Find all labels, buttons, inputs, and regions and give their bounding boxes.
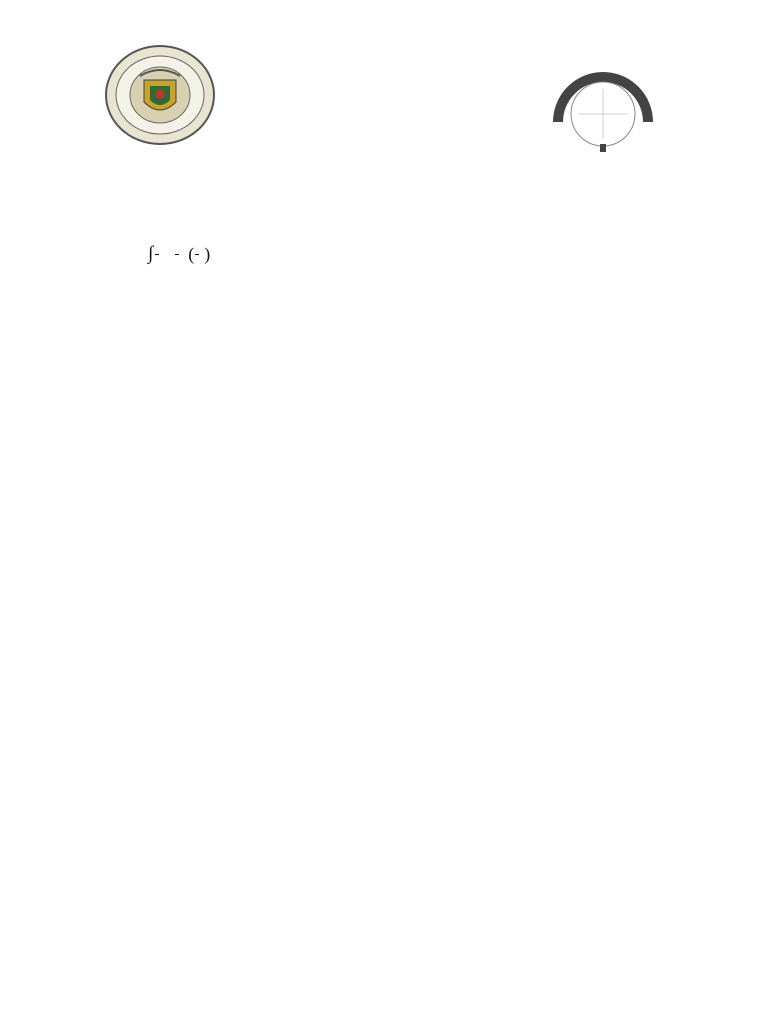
departamento-ciencias-exactas-logo-icon — [548, 52, 658, 162]
escuela-politecnica-seal-icon — [104, 44, 216, 146]
integral-sign: ∫ — [148, 243, 154, 264]
exercise-1: ∫ ( ) — [148, 243, 211, 264]
